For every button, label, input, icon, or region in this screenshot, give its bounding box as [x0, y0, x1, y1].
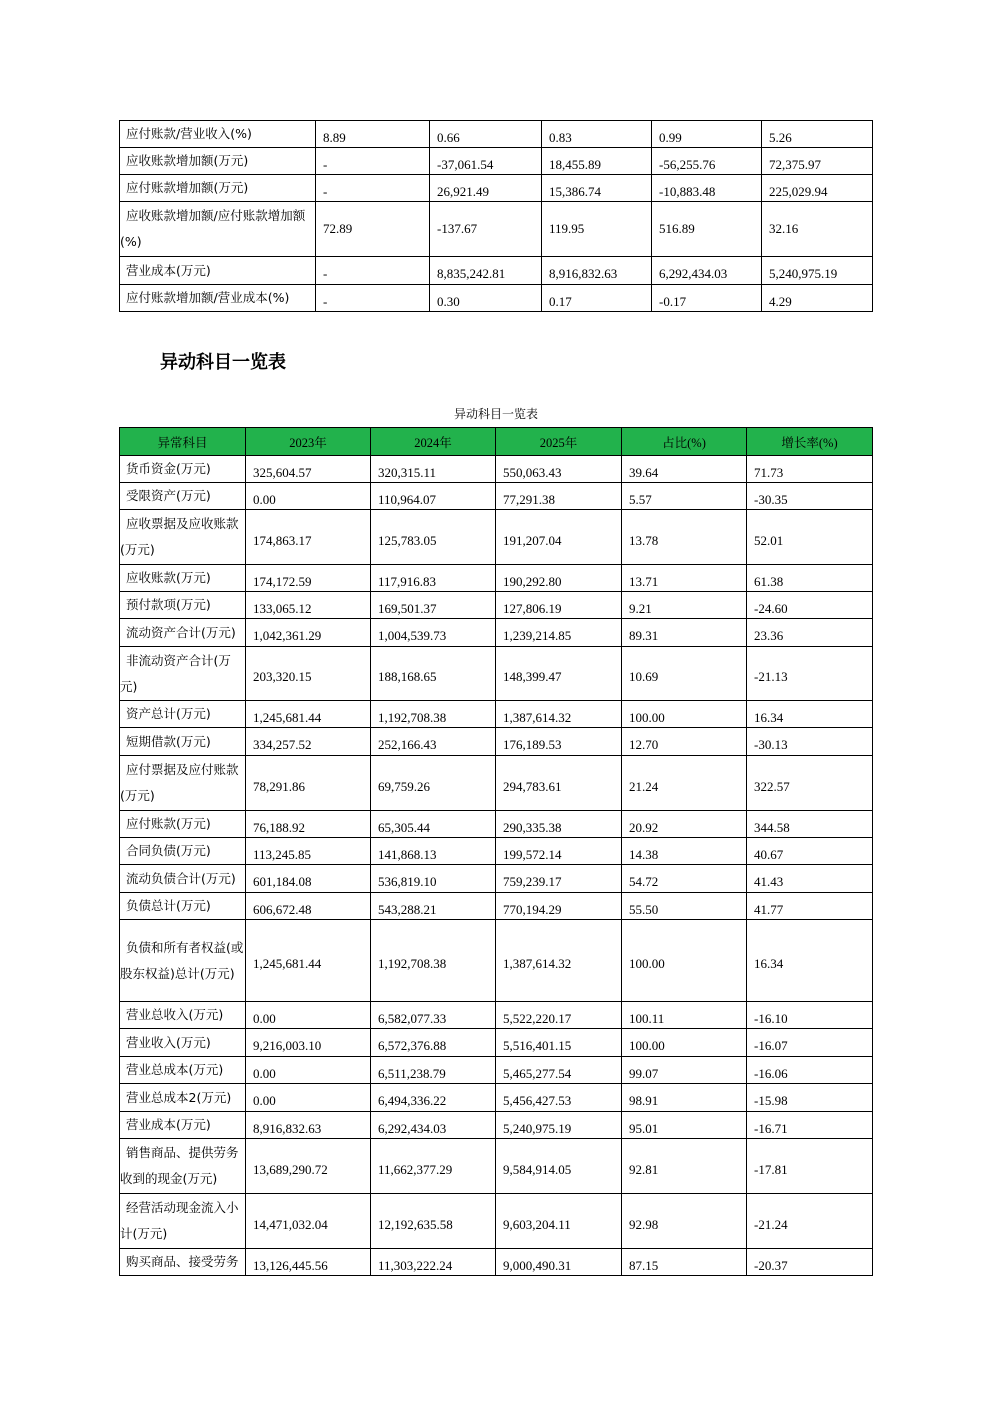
table-row [120, 1112, 873, 1139]
table-row [120, 893, 873, 920]
cell-value: 5,522,220.17 [496, 1002, 622, 1029]
row-label: 应收账款(万元) [120, 565, 246, 592]
column-header: 2025年 [496, 428, 622, 456]
cell-value: 325,604.57 [246, 456, 371, 483]
cell-value: 1,042,361.29 [246, 619, 371, 647]
cell-value: 9,000,490.31 [496, 1249, 622, 1276]
cell-value: 203,320.15 [246, 647, 371, 701]
cell-value: -16.06 [747, 1057, 873, 1084]
cell-value: 6,292,434.03 [371, 1112, 496, 1139]
cell-value: 21.24 [622, 756, 747, 811]
cell-value: 606,672.48 [246, 893, 371, 920]
cell-value: -15.98 [747, 1084, 873, 1112]
row-label: 应付账款增加额/营业成本(%) [120, 285, 316, 312]
row-label: 营业收入(万元) [120, 1029, 246, 1057]
cell-value: -24.60 [747, 592, 873, 619]
table-row [120, 1002, 873, 1029]
cell-value: 41.77 [747, 893, 873, 920]
row-label: 负债和所有者权益(或股东权益)总计(万元) [120, 920, 246, 1002]
cell-value: -56,255.76 [652, 148, 762, 175]
cell-value: 100.11 [622, 1002, 747, 1029]
cell-value: 26,921.49 [430, 175, 542, 202]
cell-value: 78,291.86 [246, 756, 371, 811]
row-label: 销售商品、提供劳务收到的现金(万元) [120, 1139, 246, 1194]
cell-value: 9,584,914.05 [496, 1139, 622, 1194]
cell-value: 8,835,242.81 [430, 257, 542, 285]
cell-value: 117,916.83 [371, 565, 496, 592]
cell-value: 1,387,614.32 [496, 701, 622, 728]
cell-value: 601,184.08 [246, 865, 371, 893]
table-row [120, 510, 873, 565]
cell-value: 61.38 [747, 565, 873, 592]
cell-value: 322.57 [747, 756, 873, 811]
row-label: 营业成本(万元) [120, 1112, 246, 1139]
table-caption: 异动科目一览表 [453, 407, 538, 421]
table-header-row [120, 428, 873, 456]
cell-value: 0.66 [430, 121, 542, 148]
cell-value: - [316, 285, 430, 312]
row-label: 经营活动现金流入小计(万元) [120, 1194, 246, 1249]
cell-value: 113,245.85 [246, 838, 371, 865]
table-row [120, 456, 873, 483]
cell-value: 0.17 [542, 285, 652, 312]
cell-value: -10,883.48 [652, 175, 762, 202]
table-row [120, 865, 873, 893]
cell-value: 87.15 [622, 1249, 747, 1276]
cell-value: 55.50 [622, 893, 747, 920]
cell-value: 5,240,975.19 [762, 257, 873, 285]
cell-value: 8,916,832.63 [246, 1112, 371, 1139]
cell-value: - [316, 257, 430, 285]
cell-value: 99.07 [622, 1057, 747, 1084]
cell-value: 8,916,832.63 [542, 257, 652, 285]
cell-value: - [316, 175, 430, 202]
cell-value: 0.30 [430, 285, 542, 312]
cell-value: 6,582,077.33 [371, 1002, 496, 1029]
cell-value: -16.10 [747, 1002, 873, 1029]
cell-value: 71.73 [747, 456, 873, 483]
cell-value: 15,386.74 [542, 175, 652, 202]
cell-value: 14,471,032.04 [246, 1194, 371, 1249]
cell-value: 550,063.43 [496, 456, 622, 483]
cell-value: 290,335.38 [496, 811, 622, 838]
cell-value: -37,061.54 [430, 148, 542, 175]
cell-value: 9.21 [622, 592, 747, 619]
table-row [120, 1249, 873, 1276]
row-label: 非流动资产合计(万元) [120, 647, 246, 701]
cell-value: 191,207.04 [496, 510, 622, 565]
cell-value: 294,783.61 [496, 756, 622, 811]
cell-value: 119.95 [542, 202, 652, 257]
row-label: 流动资产合计(万元) [120, 619, 246, 647]
cell-value: 76,188.92 [246, 811, 371, 838]
cell-value: 334,257.52 [246, 728, 371, 756]
table-row [120, 1084, 873, 1112]
cell-value: 16.34 [747, 701, 873, 728]
row-label: 资产总计(万元) [120, 701, 246, 728]
cell-value: -30.35 [747, 483, 873, 510]
cell-value: 40.67 [747, 838, 873, 865]
cell-value: 23.36 [747, 619, 873, 647]
cell-value: 6,292,434.03 [652, 257, 762, 285]
anomaly-accounts-table [119, 427, 873, 1276]
cell-value: 0.00 [246, 1002, 371, 1029]
cell-value: 6,572,376.88 [371, 1029, 496, 1057]
table-row [120, 647, 873, 701]
cell-value: 5,240,975.19 [496, 1112, 622, 1139]
table-row [120, 920, 873, 1002]
cell-value: -16.07 [747, 1029, 873, 1057]
row-label: 流动负债合计(万元) [120, 865, 246, 893]
cell-value: 1,387,614.32 [496, 920, 622, 1002]
cell-value: -21.24 [747, 1194, 873, 1249]
row-label: 应付账款(万元) [120, 811, 246, 838]
cell-value: 13.78 [622, 510, 747, 565]
cell-value: 125,783.05 [371, 510, 496, 565]
cell-value: 89.31 [622, 619, 747, 647]
cell-value: 1,239,214.85 [496, 619, 622, 647]
row-label: 应收账款增加额(万元) [120, 148, 316, 175]
cell-value: 188,168.65 [371, 647, 496, 701]
table-row [120, 257, 873, 285]
row-label: 应收账款增加额/应付账款增加额(%) [120, 202, 316, 257]
table-row [120, 1139, 873, 1194]
column-header: 异常科目 [120, 428, 246, 456]
cell-value: -0.17 [652, 285, 762, 312]
cell-value: 8.89 [316, 121, 430, 148]
cell-value: 13.71 [622, 565, 747, 592]
table-row [120, 1057, 873, 1084]
cell-value: 5,516,401.15 [496, 1029, 622, 1057]
row-label: 营业成本(万元) [120, 257, 316, 285]
cell-value: 9,603,204.11 [496, 1194, 622, 1249]
cell-value: 6,494,336.22 [371, 1084, 496, 1112]
cell-value: 92.98 [622, 1194, 747, 1249]
cell-value: -16.71 [747, 1112, 873, 1139]
row-label: 营业总收入(万元) [120, 1002, 246, 1029]
cell-value: 11,303,222.24 [371, 1249, 496, 1276]
cell-value: 11,662,377.29 [371, 1139, 496, 1194]
cell-value: 100.00 [622, 701, 747, 728]
row-label: 营业总成本(万元) [120, 1057, 246, 1084]
row-label: 预付款项(万元) [120, 592, 246, 619]
cell-value: 6,511,238.79 [371, 1057, 496, 1084]
cell-value: 100.00 [622, 920, 747, 1002]
cell-value: 1,192,708.38 [371, 701, 496, 728]
cell-value: 41.43 [747, 865, 873, 893]
table-row [120, 592, 873, 619]
cell-value: 92.81 [622, 1139, 747, 1194]
cell-value: 0.00 [246, 1084, 371, 1112]
cell-value: 98.91 [622, 1084, 747, 1112]
row-label: 货币资金(万元) [120, 456, 246, 483]
cell-value: 5.57 [622, 483, 747, 510]
row-label: 应收票据及应收账款(万元) [120, 510, 246, 565]
cell-value: 12,192,635.58 [371, 1194, 496, 1249]
table-row [120, 811, 873, 838]
cell-value: 32.16 [762, 202, 873, 257]
table-row [120, 285, 873, 312]
cell-value: 4.29 [762, 285, 873, 312]
cell-value: 344.58 [747, 811, 873, 838]
cell-value: 0.99 [652, 121, 762, 148]
table-row [120, 728, 873, 756]
cell-value: 16.34 [747, 920, 873, 1002]
cell-value: 5.26 [762, 121, 873, 148]
table-row [120, 483, 873, 510]
cell-value: 13,689,290.72 [246, 1139, 371, 1194]
cell-value: -20.37 [747, 1249, 873, 1276]
cell-value: - [316, 148, 430, 175]
cell-value: 190,292.80 [496, 565, 622, 592]
cell-value: 54.72 [622, 865, 747, 893]
table-row [120, 619, 873, 647]
row-label: 负债总计(万元) [120, 893, 246, 920]
cell-value: 65,305.44 [371, 811, 496, 838]
cell-value: 320,315.11 [371, 456, 496, 483]
column-header: 占比(%) [622, 428, 747, 456]
cell-value: 12.70 [622, 728, 747, 756]
cell-value: 176,189.53 [496, 728, 622, 756]
cell-value: 72,375.97 [762, 148, 873, 175]
cell-value: 69,759.26 [371, 756, 496, 811]
cell-value: 148,399.47 [496, 647, 622, 701]
cell-value: 543,288.21 [371, 893, 496, 920]
row-label: 应付票据及应付账款(万元) [120, 756, 246, 811]
cell-value: 174,172.59 [246, 565, 371, 592]
cell-value: 20.92 [622, 811, 747, 838]
cell-value: 18,455.89 [542, 148, 652, 175]
cell-value: -137.67 [430, 202, 542, 257]
cell-value: 252,166.43 [371, 728, 496, 756]
table-row [120, 1194, 873, 1249]
table-row [120, 565, 873, 592]
row-label: 短期借款(万元) [120, 728, 246, 756]
cell-value: 133,065.12 [246, 592, 371, 619]
cell-value: 13,126,445.56 [246, 1249, 371, 1276]
cell-value: 72.89 [316, 202, 430, 257]
row-label: 购买商品、接受劳务 [120, 1249, 246, 1276]
table-row [120, 121, 873, 148]
cell-value: 1,245,681.44 [246, 920, 371, 1002]
cell-value: 77,291.38 [496, 483, 622, 510]
table-row [120, 175, 873, 202]
cell-value: 100.00 [622, 1029, 747, 1057]
cell-value: 759,239.17 [496, 865, 622, 893]
column-header: 2023年 [246, 428, 371, 456]
table-row [120, 756, 873, 811]
row-label: 应付账款增加额(万元) [120, 175, 316, 202]
cell-value: 174,863.17 [246, 510, 371, 565]
cell-value: 5,456,427.53 [496, 1084, 622, 1112]
cell-value: -21.13 [747, 647, 873, 701]
cell-value: 110,964.07 [371, 483, 496, 510]
row-label: 受限资产(万元) [120, 483, 246, 510]
column-header: 增长率(%) [747, 428, 873, 456]
cell-value: 1,004,539.73 [371, 619, 496, 647]
cell-value: -30.13 [747, 728, 873, 756]
cell-value: 0.83 [542, 121, 652, 148]
table-row [120, 148, 873, 175]
cell-value: 770,194.29 [496, 893, 622, 920]
row-label: 应付账款/营业收入(%) [120, 121, 316, 148]
section-heading: 异动科目一览表 [160, 352, 286, 373]
table-row [120, 838, 873, 865]
cell-value: 169,501.37 [371, 592, 496, 619]
cell-value: -17.81 [747, 1139, 873, 1194]
cell-value: 39.64 [622, 456, 747, 483]
table-row [120, 202, 873, 257]
top-ratio-table [119, 120, 873, 312]
cell-value: 0.00 [246, 1057, 371, 1084]
row-label: 合同负债(万元) [120, 838, 246, 865]
cell-value: 1,245,681.44 [246, 701, 371, 728]
cell-value: 10.69 [622, 647, 747, 701]
cell-value: 516.89 [652, 202, 762, 257]
column-header: 2024年 [371, 428, 496, 456]
cell-value: 14.38 [622, 838, 747, 865]
cell-value: 52.01 [747, 510, 873, 565]
cell-value: 95.01 [622, 1112, 747, 1139]
cell-value: 0.00 [246, 483, 371, 510]
table-row [120, 701, 873, 728]
cell-value: 5,465,277.54 [496, 1057, 622, 1084]
table-row [120, 1029, 873, 1057]
cell-value: 199,572.14 [496, 838, 622, 865]
cell-value: 141,868.13 [371, 838, 496, 865]
cell-value: 225,029.94 [762, 175, 873, 202]
cell-value: 536,819.10 [371, 865, 496, 893]
cell-value: 1,192,708.38 [371, 920, 496, 1002]
cell-value: 9,216,003.10 [246, 1029, 371, 1057]
cell-value: 127,806.19 [496, 592, 622, 619]
row-label: 营业总成本2(万元) [120, 1084, 246, 1112]
